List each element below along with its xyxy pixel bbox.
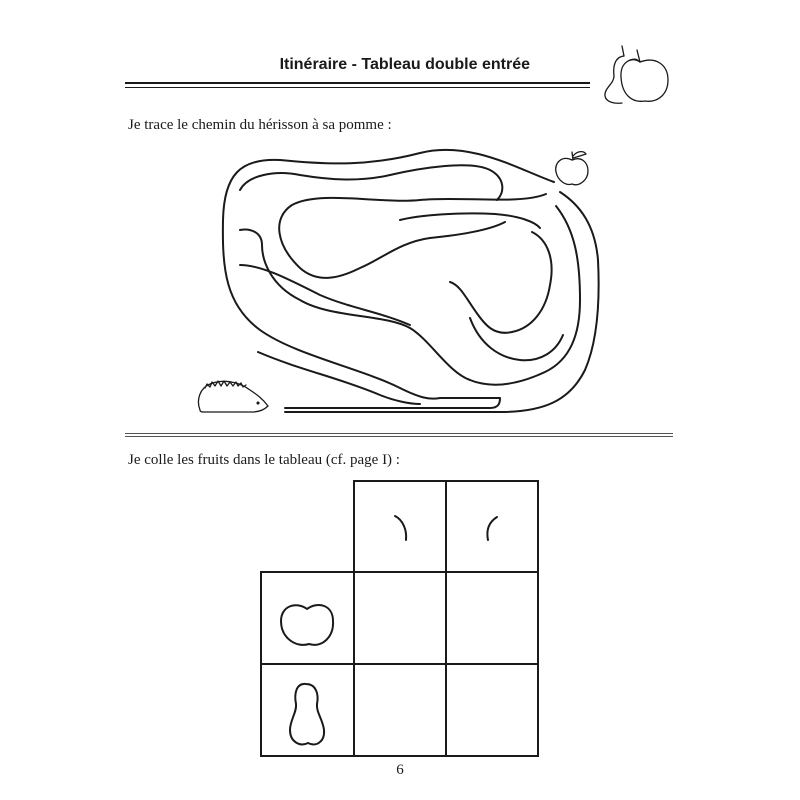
maze-instruction: Je trace le chemin du hérisson à sa pomme :: [128, 117, 392, 133]
table-cell-r2c1: [354, 664, 446, 756]
table-cell-r1c1: [354, 572, 446, 664]
table-cell-r2c2: [446, 664, 538, 756]
pear-shape-icon: [290, 684, 324, 744]
apple-shape-icon: [281, 605, 333, 645]
page-title: Itinéraire - Tableau double entrée: [279, 56, 530, 73]
stem-right-icon: [487, 517, 497, 540]
header-cell-1: [354, 481, 446, 572]
page-number: 6: [396, 762, 404, 778]
table-instruction: Je colle les fruits dans le tableau (cf. page I) :: [128, 452, 400, 468]
table-cell-r1c2: [446, 572, 538, 664]
row-header-cell-1: [261, 572, 354, 664]
stem-left-icon: [395, 516, 406, 540]
header-cell-2: [446, 481, 538, 572]
